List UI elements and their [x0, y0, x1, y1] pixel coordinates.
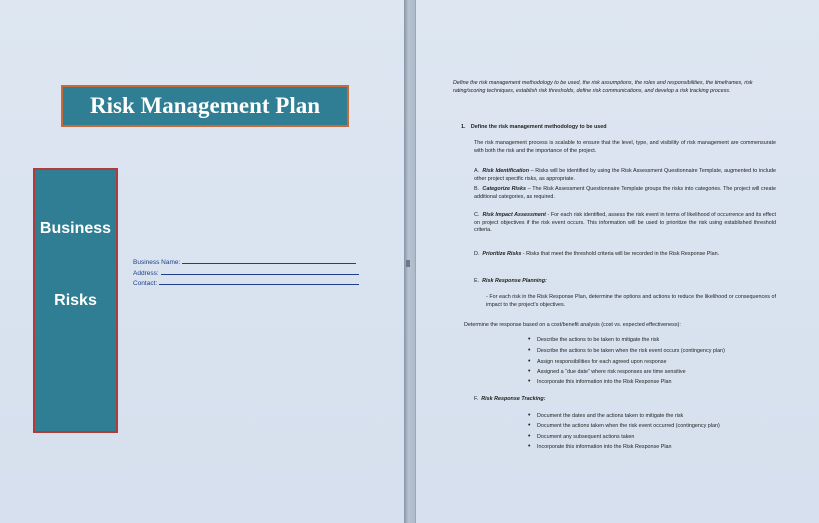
item-d-label: Prioritize Risks [482, 251, 522, 257]
address-line [161, 274, 359, 275]
page-gutter [404, 0, 415, 523]
contact-label: Contact: [133, 280, 158, 287]
business-name-line [182, 263, 356, 264]
item-b-label: Categorize Risks [482, 186, 527, 192]
list-item: • Incorporate this information into the Risk Response Plan [537, 444, 672, 450]
item-c: C. Risk Impact Assessment - For each risk identified, assess the risk event in terms of likelihood of occurrence and its effect on project objectives if the risk event occurs. This information will be used to prioritize the risk using established threshold criteria. [474, 212, 777, 234]
address-label: Address: [133, 270, 159, 277]
item-a: A. Risk Identification – Risks will be identified by using the Risk Assessment Questionnaire Template, augmented to include other project specific risks, as appropriate. [474, 168, 777, 182]
side-word-risks: Risks [54, 292, 97, 309]
cost-benefit-line: Determine the response based on a cost/benefit analysis (cost vs. expected effectiveness): [464, 322, 681, 328]
item-b-text: – The Risk Assessment Questionnaire Template groups the risks into categories. The project will create additional categories, as required. [474, 186, 776, 200]
item-e-label: Risk Response Planning: [482, 278, 547, 284]
item-b: B. Categorize Risks – The Risk Assessment Questionnaire Template groups the risks into categories. The project will create additional categories, as required. [474, 186, 776, 200]
section-1-heading: 1. Define the risk management methodology to be used [461, 124, 607, 130]
item-c-label: Risk Impact Assessment [482, 212, 546, 218]
item-f-label: Risk Response Tracking: [481, 396, 546, 402]
list-item: • Describe the actions to be taken when the risk event occurs (contingency plan) [537, 348, 725, 354]
plan-title: Risk Management Plan [61, 85, 349, 127]
side-banner [33, 168, 118, 433]
list-item: • Describe the actions to be taken to mitigate the risk [537, 337, 659, 343]
contact-line [159, 284, 359, 285]
item-f: F. Risk Response Tracking: [474, 396, 546, 402]
content-page [415, 0, 819, 523]
list-item: • Document the dates and the actions taken to mitigate the risk [537, 413, 683, 419]
item-d: D. Prioritize Risks - Risks that meet the threshold criteria will be recorded in the Risk Response Plan. [474, 251, 720, 257]
item-d-text: - Risks that meet the threshold criteria will be recorded in the Risk Response Plan. [522, 251, 720, 257]
item-a-label: Risk Identification [482, 168, 529, 174]
list-item: • Assign responsibilities for each agreed upon response [537, 359, 666, 365]
intro-paragraph: Define the risk management methodology to be used, the risk assumptions, the roles and responsibilities, the timeframes, risk rating/scoring techniques, establish risk thresholds, define risk communications, and develop a risk tracking process. [453, 80, 753, 94]
section-1-paragraph: The risk management process is scalable to ensure that the level, type, and visibility of risk management are commensurate with both the risk and the importance of the project. [474, 140, 776, 154]
item-a-text: – Risks will be identified by using the Risk Assessment Questionnaire Template, augmented to include other project specific risks, as appropriate. [474, 168, 777, 182]
cover-page [0, 0, 405, 523]
item-c-text: - For each risk identified, assess the risk event in terms of likelihood of occurrence and its effect on project objectives if the risk event occurs. This information will be used to prioritize the risk using established threshold criteria. [474, 212, 777, 234]
address-field [133, 270, 359, 277]
side-word-business: Business [39, 220, 112, 237]
list-item: • Document any subsequent actions taken [537, 434, 634, 440]
item-e-text: - For each risk in the Risk Response Plan, determine the options and actions to reduce the likelihood or consequences of impact to the project's objectives. [486, 294, 776, 308]
business-name-label: Business Name: [133, 259, 181, 266]
contact-field [133, 280, 359, 287]
list-item: • Assigned a “due date” where risk responses are time sensitive [537, 369, 686, 375]
gutter-marker [406, 260, 410, 267]
business-name-field [133, 259, 356, 266]
list-item: • Incorporate this information into the Risk Response Plan [537, 379, 672, 385]
list-item: • Document the actions taken when the risk event occurred (contingency plan) [537, 423, 720, 429]
item-e: E. Risk Response Planning: [474, 278, 547, 284]
